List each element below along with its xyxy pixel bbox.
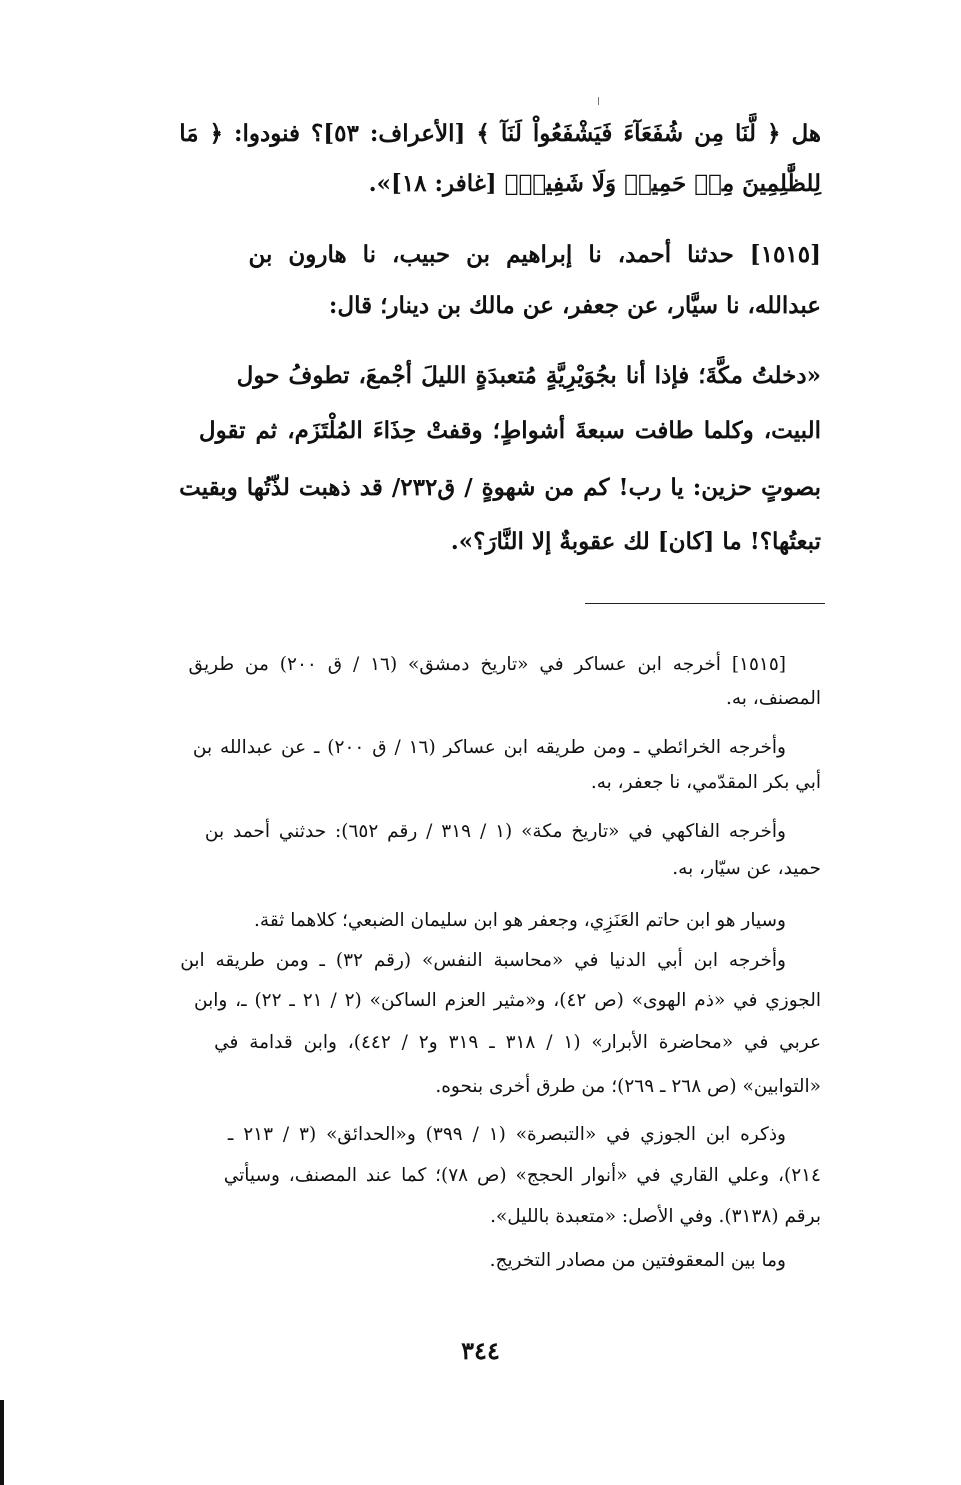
main-text-line: لِلظَّٰلِمِينَ مِنۡ حَمِيمٖ وَلَا شَفِيعٖ﴾ [غافر: ١٨]». xyxy=(368,170,821,197)
footnote-line: الجوزي في «ذم الهوى» (ص ٤٢)، و«مثير العزم الساكن» (٢ / ٢١ ـ ٢٢) ـ، وابن xyxy=(193,990,821,1011)
footnote-line: وأخرجه الفاكهي في «تاريخ مكة» (١ / ٣١٩ / رقم ٦٥٢): حدثني أحمد بن xyxy=(204,821,786,842)
main-text-line: هل ﴿ لَّنَا مِن شُفَعَآءَ فَيَشْفَعُواْ لَنَآ ﴾ [الأعراف: ٥٣]؟ فنودوا: ﴿ مَا xyxy=(179,120,821,147)
footnote-line: وذكره ابن الجوزي في «التبصرة» (١ / ٣٩٩) و«الحدائق» (٣ / ٢١٣ ـ xyxy=(227,1124,786,1145)
footnote-line: وأخرجه الخرائطي ـ ومن طريقه ابن عساكر (١٦ / ق ٢٠٠) ـ عن عبدالله بن xyxy=(192,737,786,758)
footnote-separator xyxy=(585,603,825,604)
matn-line: بصوتٍ حزين: يا رب! كم من شهوةٍ / ق٢٣٢/ قد ذهبت لذّتُها وبقيت xyxy=(179,474,821,501)
footnote-line: وسيار هو ابن حاتم العَنَزِي، وجعفر هو ابن سليمان الضبعي؛ كلاهما ثقة. xyxy=(254,910,786,931)
footnote-line: وأخرجه ابن أبي الدنيا في «محاسبة النفس» (رقم ٣٢) ـ ومن طريقه ابن xyxy=(180,950,786,971)
footnote-line: حميد، عن سيّار، به. xyxy=(672,858,821,879)
isnad-line: عبدالله، نا سيَّار، عن جعفر، عن مالك بن دينار؛ قال: xyxy=(328,292,821,319)
footnote-line: [١٥١٥] أخرجه ابن عساكر في «تاريخ دمشق» (١٦ / ق ٢٠٠) من طريق xyxy=(188,654,786,675)
matn-line: تبعتُها؟! ما [كان] لك عقوبةٌ إلا النَّارَ؟». xyxy=(450,528,821,555)
footnote-line: أبي بكر المقدّمي، نا جعفر، به. xyxy=(590,772,821,793)
footnote-line: وما بين المعقوفتين من مصادر التخريج. xyxy=(489,1250,786,1271)
scan-mark xyxy=(598,97,599,105)
page-number: ٣٤٤ xyxy=(461,1336,500,1365)
scan-edge-shadow xyxy=(0,1400,4,1485)
footnote-line: «التوابين» (ص ٢٦٨ ـ ٢٦٩)؛ من طرق أخرى بنحوه. xyxy=(435,1076,821,1097)
hadith-number-line: [١٥١٥] حدثنا أحمد، نا إبراهيم بن حبيب، نا هارون بن xyxy=(248,241,821,268)
footnote-line: برقم (٣١٣٨). وفي الأصل: «متعبدة بالليل». xyxy=(490,1206,821,1227)
matn-line: البيت، وكلما طافت سبعةَ أشواطٍ؛ وقفتْ حِذَاءَ المُلْتَزَم، ثم تقول xyxy=(198,417,821,444)
footnote-line: عربي في «محاضرة الأبرار» (١ / ٣١٨ ـ ٣١٩ و٢ / ٤٤٢)، وابن قدامة في xyxy=(214,1032,821,1053)
footnote-line: المصنف، به. xyxy=(725,688,821,709)
footnote-line: ٢١٤)، وعلي القاري في «أنوار الحجج» (ص ٧٨)؛ كما عند المصنف، وسيأتي xyxy=(223,1165,821,1186)
matn-line: «دخلتُ مكَّةَ؛ فإذا أنا بجُوَيْرِيَّةٍ مُتعبدَةٍ الليلَ أجْمعَ، تطوفُ حول xyxy=(236,362,821,389)
